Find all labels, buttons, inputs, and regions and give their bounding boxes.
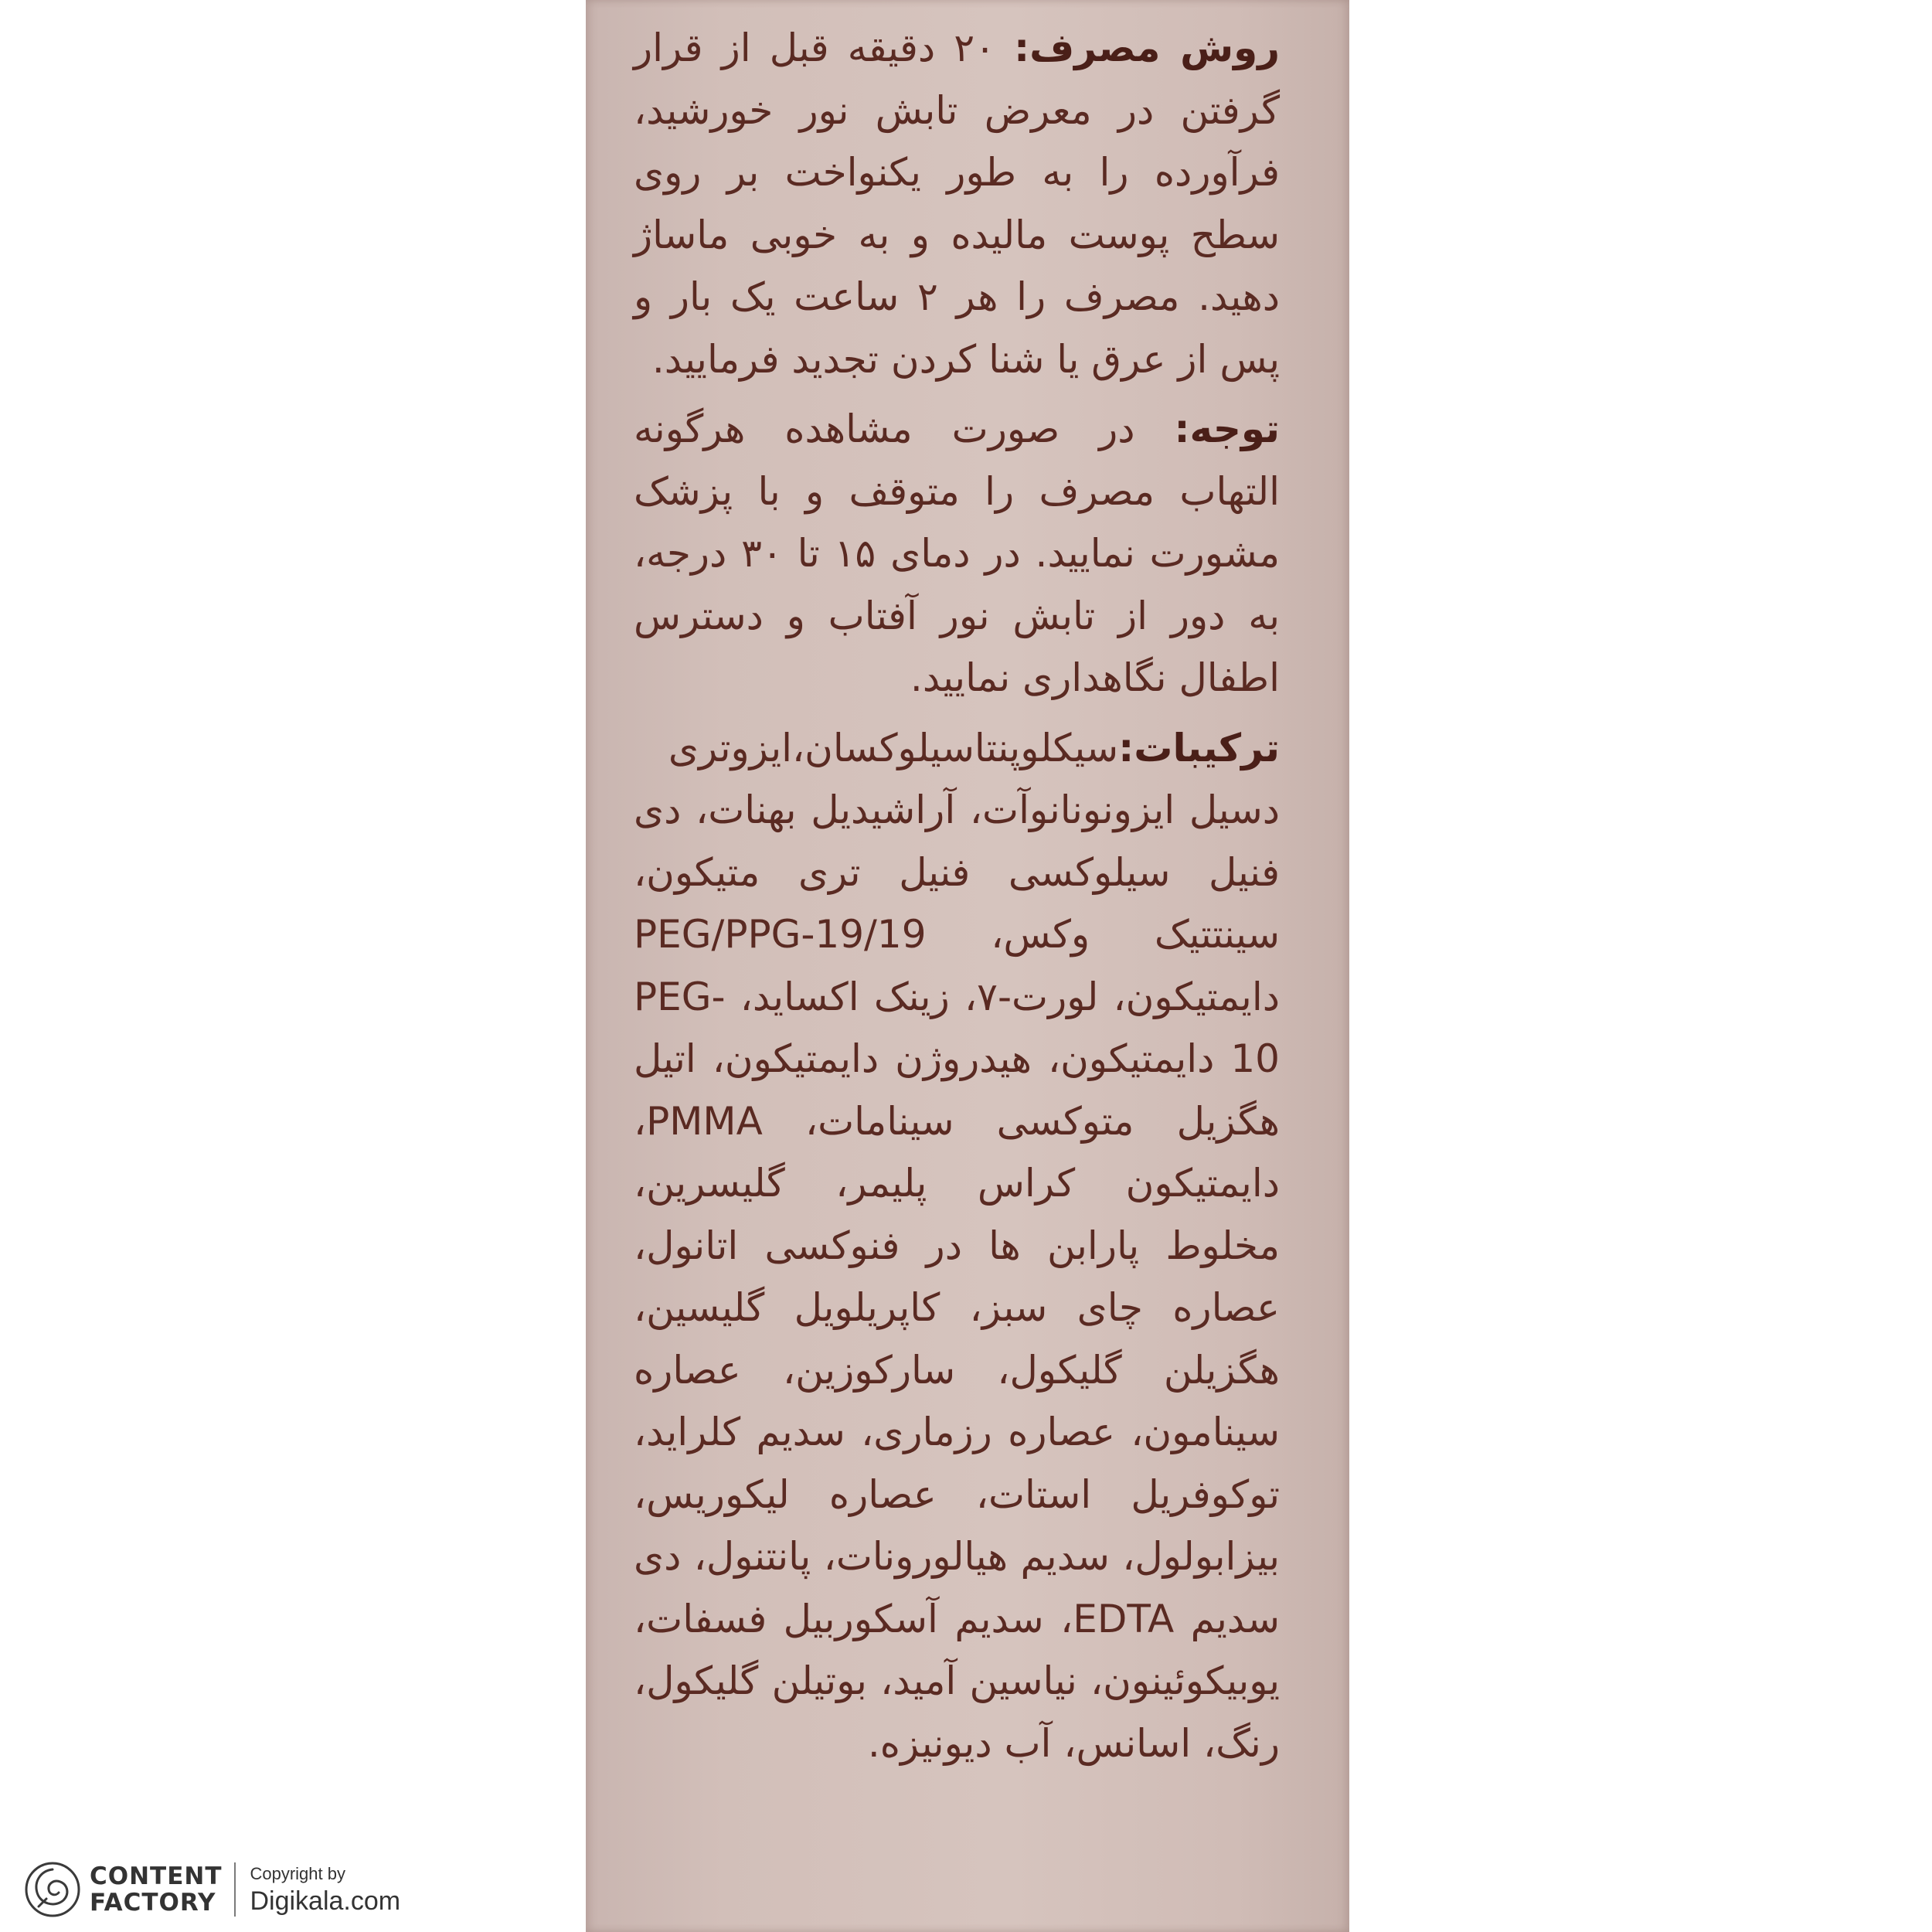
watermark-brand-line2: FACTORY xyxy=(90,1889,216,1917)
watermark-copyright xyxy=(250,1862,400,1917)
usage-paragraph xyxy=(634,17,1280,390)
ingredients-text: سیکلوپنتاسیلوکسان،ایزوتری دسیل ایزونونانوآت، آراشیدیل بهنات، دی فنیل سیلوکسی فنیل تری متیکون، سینتتیک وکس، PEG/PPG-19/19 دایمتیکون، لورت-۷، زینک اکساید، PEG-10 دایمتیکون، هیدروژن دایمتیکون، اتیل هگزیل متوکسی سینامات، PMMA، دایمتیکون کراس پلیمر، گلیسرین، مخلوط پارابن ها در فنوکسی اتانول، عصاره چای سبز، کاپریلویل گلیسین، هگزیلن گلیکول، سارکوزین، عصاره سینامون، عصاره رزماری، سدیم کلراید، توکوفریل استات، عصاره لیکوریس، بیزابولول، سدیم هیالورونات، پانتنول، دی سدیم EDTA، سدیم آسکوربیل فسفات، یوبیکوئینون، نیاسین آمید، بوتیلن گلیکول، رنگ، اسانس، آب دیونیزه. xyxy=(634,725,1280,1766)
watermark-site: Digikala.com xyxy=(250,1886,401,1916)
caution-heading: توجه: xyxy=(1174,406,1280,451)
usage-text: ۲۰ دقیقه قبل از قرار گرفتن در معرض تابش نور خورشید، فرآورده را به طور یکنواخت بر روی سطح پوست مالیده و به خوبی ماساژ دهید. مصرف را هر ۲ ساعت یک بار و پس از عرق یا شنا کردن تجدید فرمایید. xyxy=(634,26,1280,382)
caution-text: در صورت مشاهده هرگونه التهاب مصرف را متوقف و با پزشک مشورت نمایید. در دمای ۱۵ تا ۳۰ درجه، به دور از تابش نور آفتاب و دسترس اطفال نگاهداری نمایید. xyxy=(634,406,1280,700)
watermark-brand-line1: CONTENT xyxy=(90,1862,223,1890)
content-factory-logo-icon xyxy=(23,1860,82,1919)
content-factory-watermark xyxy=(23,1843,400,1932)
caution-paragraph xyxy=(634,398,1280,709)
ingredients-heading: ترکیبات: xyxy=(1118,725,1280,770)
ingredients-paragraph xyxy=(634,717,1280,1775)
watermark-divider xyxy=(234,1862,236,1917)
watermark-copyright-label: Copyright by xyxy=(250,1864,345,1883)
usage-heading: روش مصرف: xyxy=(1014,26,1280,70)
watermark-brand xyxy=(90,1863,222,1916)
label-text-block xyxy=(634,17,1280,1782)
